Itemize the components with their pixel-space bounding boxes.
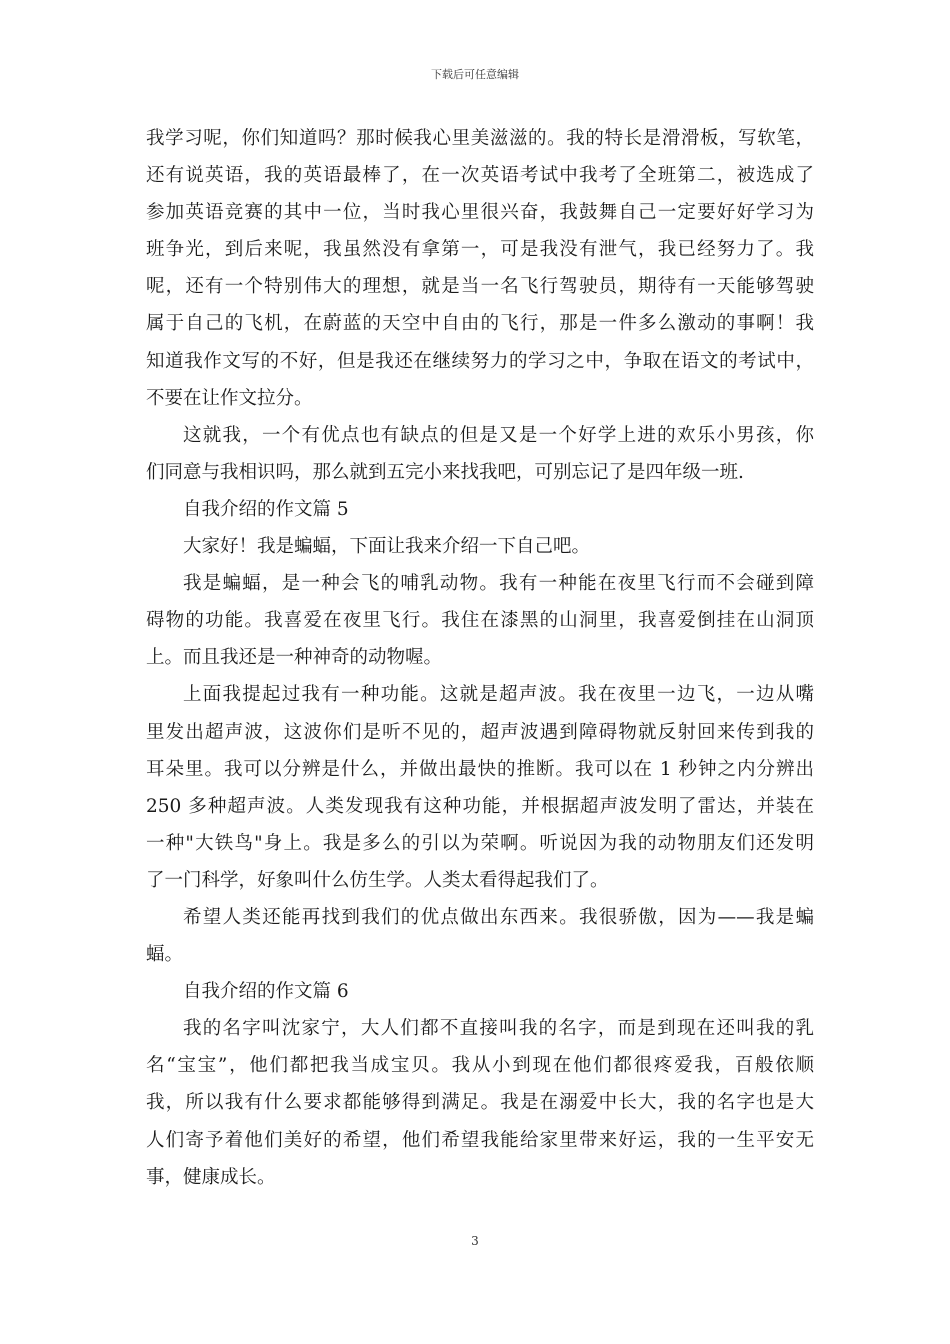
text-line: 班争光，到后来呢，我虽然没有拿第一，可是我没有泄气，我已经努力了。我: [146, 239, 814, 261]
text-line: 这就我，一个有优点也有缺点的但是又是一个好学上进的欢乐小男孩，你: [183, 424, 814, 446]
text-line: 们同意与我相识吗，那么就到五完小来找我吧，可别忘记了是四年级一班.: [146, 461, 744, 483]
text-line: 我的名字叫沈家宁，大人们都不直接叫我的名字，而是到现在还叫我的乳: [183, 1018, 814, 1040]
text-line: 我，所以我有什么要求都能够得到满足。我是在溺爱中长大，我的名字也是大: [146, 1092, 814, 1114]
page-number: 3: [471, 1234, 479, 1248]
text-line: 我学习呢，你们知道吗？那时候我心里美滋滋的。我的特长是滑滑板，写软笔，: [146, 128, 814, 149]
page-header: 下载后可任意编辑: [431, 68, 519, 81]
text-line: 里发出超声波，这波你们是听不见的，超声波遇到障碍物就反射回来传到我的: [146, 721, 814, 743]
text-line: 参加英语竞赛的其中一位，当时我心里很兴奋，我鼓舞自己一定要好好学习为: [146, 202, 814, 224]
text-line: 人们寄予着他们美好的希望，他们希望我能给家里带来好运，我的一生平安无: [146, 1129, 814, 1151]
text-line: 事，健康成长。: [146, 1166, 276, 1188]
text-line: 蝠。: [146, 944, 184, 966]
text-line: 上。而且我还是一种神奇的动物喔。: [146, 647, 443, 669]
text-line: 自我介绍的作文篇 5: [183, 498, 349, 520]
text-line: 一种"大铁鸟"身上。我是多么的引以为荣啊。听说因为我的动物朋友们还发明: [146, 832, 814, 854]
text-line: 我是蝙蝠，是一种会飞的哺乳动物。我有一种能在夜里飞行而不会碰到障: [183, 573, 814, 595]
text-line: 耳朵里。我可以分辨是什么，并做出最快的推断。我可以在 1 秒钟之内分辨出: [146, 758, 814, 780]
document-body: [146, 120, 814, 1196]
text-line: 知道我作文写的不好，但是我还在继续努力的学习之中，争取在语文的考试中，: [146, 350, 814, 372]
text-line: 碍物的功能。我喜爱在夜里飞行。我住在漆黑的山洞里，我喜爱倒挂在山洞顶: [146, 610, 814, 632]
text-line: 不要在让作文拉分。: [146, 387, 313, 409]
text-line: 属于自己的飞机，在蔚蓝的天空中自由的飞行，那是一件多么激动的事啊！我: [146, 313, 814, 335]
text-line: 上面我提起过我有一种功能。这就是超声波。我在夜里一边飞，一边从嘴: [183, 684, 814, 706]
text-line: 呢，还有一个特别伟大的理想，就是当一名飞行驾驶员，期待有一天能够驾驶: [146, 276, 814, 298]
text-line: 了一门科学，好象叫什么仿生学。人类太看得起我们了。: [146, 869, 609, 891]
text-line: 大家好！我是蝙蝠，下面让我来介绍一下自己吧。: [183, 536, 591, 558]
text-line: 希望人类还能再找到我们的优点做出东西来。我很骄傲，因为——我是蝙: [183, 906, 814, 928]
text-line: 还有说英语，我的英语最棒了，在一次英语考试中我考了全班第二，被选成了: [146, 165, 814, 187]
text-line: 自我介绍的作文篇 6: [183, 981, 349, 1003]
text-line: 250 多种超声波。人类发现我有这种功能，并根据超声波发明了雷达，并装在: [146, 795, 814, 817]
text-line: 名“宝宝”，他们都把我当成宝贝。我从小到现在他们都很疼爱我，百般依顺: [146, 1055, 814, 1077]
